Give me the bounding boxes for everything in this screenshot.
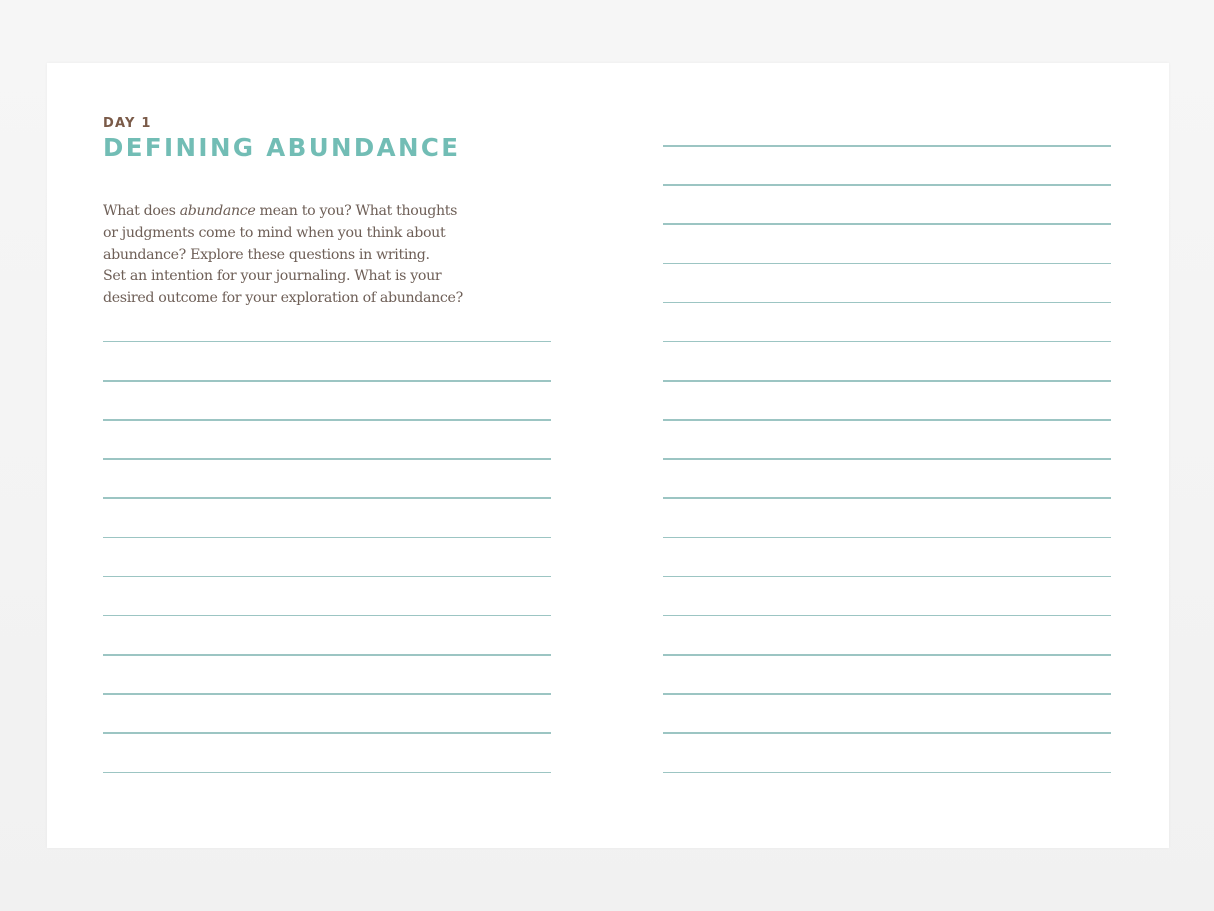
writing-line <box>663 263 1111 265</box>
writing-line <box>103 654 551 656</box>
writing-line <box>663 772 1111 774</box>
prompt-text: What does <box>103 203 180 219</box>
writing-line <box>663 380 1111 382</box>
writing-line <box>103 458 551 460</box>
writing-line <box>663 732 1111 734</box>
writing-line <box>103 497 551 499</box>
writing-line <box>663 341 1111 343</box>
writing-line <box>663 654 1111 656</box>
writing-line <box>103 772 551 774</box>
prompt-line: or judgments come to mind when you think about <box>103 224 446 241</box>
prompt-line: desired outcome for your exploration of abundance? <box>103 290 463 307</box>
prompt-text: mean to you? What thoughts <box>255 203 458 219</box>
writing-line <box>663 419 1111 421</box>
writing-line <box>663 576 1111 578</box>
writing-line <box>663 615 1111 617</box>
writing-line <box>663 302 1111 304</box>
writing-line <box>103 732 551 734</box>
journal-prompt <box>103 201 503 310</box>
prompt-emphasis: abundance <box>179 203 256 219</box>
writing-line <box>103 576 551 578</box>
writing-line <box>103 693 551 695</box>
writing-line <box>663 145 1111 147</box>
writing-line <box>663 458 1111 460</box>
page-title: DEFINING ABUNDANCE <box>103 133 461 162</box>
writing-line <box>663 693 1111 695</box>
prompt-line <box>103 201 503 223</box>
writing-line <box>103 341 551 343</box>
writing-line <box>663 537 1111 539</box>
writing-line <box>663 497 1111 499</box>
writing-line <box>663 184 1111 186</box>
writing-line <box>663 223 1111 225</box>
writing-line <box>103 537 551 539</box>
journal-spread <box>47 63 1169 848</box>
day-label: DAY 1 <box>103 116 152 131</box>
writing-line <box>103 615 551 617</box>
prompt-line: Set an intention for your journaling. What is your <box>103 268 442 285</box>
writing-line <box>103 419 551 421</box>
prompt-line: abundance? Explore these questions in writing. <box>103 246 430 263</box>
writing-line <box>103 380 551 382</box>
